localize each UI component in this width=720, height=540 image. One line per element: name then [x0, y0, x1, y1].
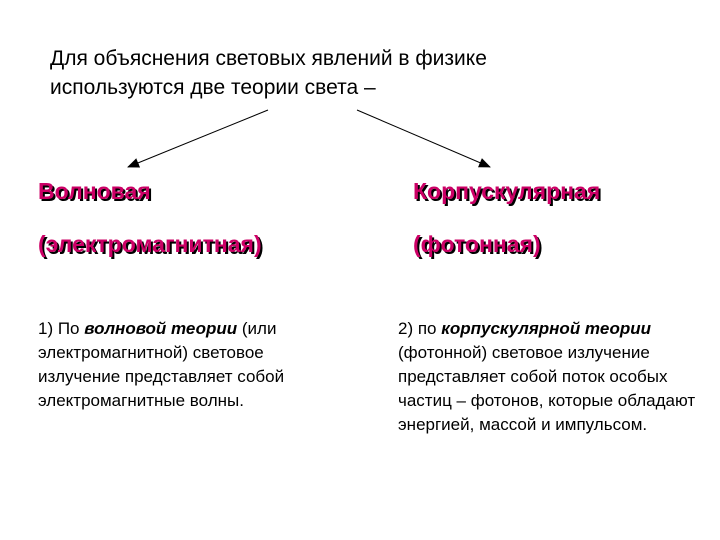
wave-theory-title: Волновая: [38, 178, 151, 204]
corpuscular-desc-rest: (фотонной) световое излучение представляет собой поток особых частиц – фотонов, которые обладают энергией, массой и импульсом.: [398, 343, 696, 434]
corpuscular-theory-description: [398, 317, 698, 437]
intro-line-1: Для объяснения световых явлений в физике: [50, 47, 487, 70]
intro-line-2: используются две теории света –: [50, 76, 376, 99]
wave-theory-subtitle: (электромагнитная): [38, 231, 262, 257]
corpuscular-theory-subtitle: (фотонная): [413, 231, 541, 257]
wave-desc-rest: (или электромагнитной) световое излучение представляет собой электромагнитные волны.: [38, 319, 285, 410]
arrow-right: [357, 110, 490, 167]
wave-desc-prefix: 1) По: [38, 319, 85, 338]
corpuscular-theory-title: Корпускулярная: [413, 178, 601, 204]
corpuscular-desc-prefix: 2) по: [398, 319, 442, 338]
corpuscular-desc-emphasis: корпускулярной теории: [441, 319, 652, 338]
wave-desc-emphasis: волновой теории: [84, 319, 238, 338]
wave-theory-description: [38, 317, 348, 413]
arrow-left: [128, 110, 268, 167]
